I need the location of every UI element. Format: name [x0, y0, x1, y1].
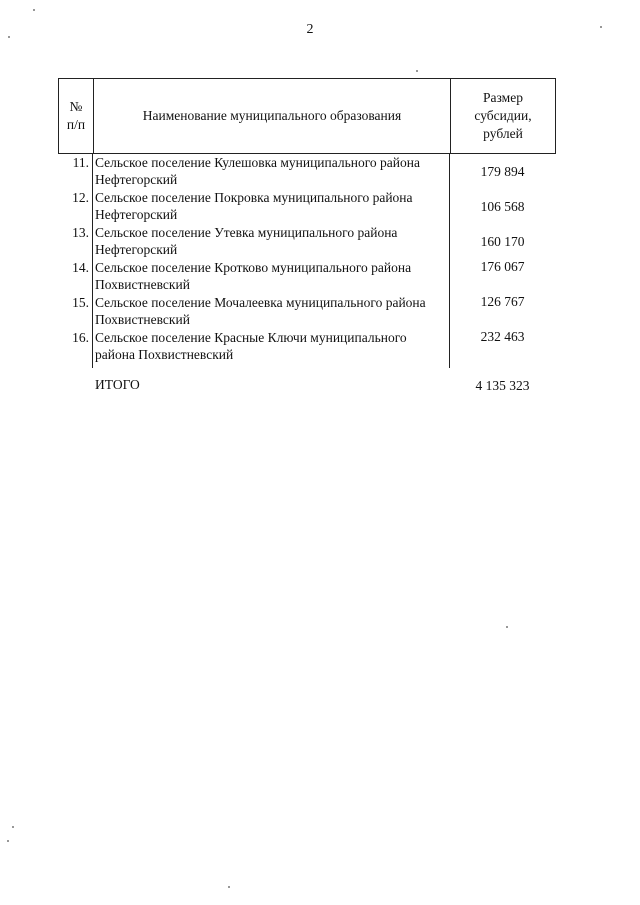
- table-row: [58, 329, 556, 364]
- scan-speck: [416, 70, 418, 72]
- row-num: 16.: [72, 330, 89, 345]
- header-amount: Размер субсидии, рублей: [450, 79, 555, 153]
- row-amount: 160 170: [480, 233, 525, 249]
- scan-speck: [33, 9, 35, 11]
- scan-speck: [600, 26, 602, 28]
- row-name: Сельское поселение Кулешовка муниципального района Нефтегорский: [95, 155, 420, 187]
- scan-speck: [8, 36, 10, 38]
- row-amount: 179 894: [480, 163, 525, 179]
- total-amount: 4 135 323: [475, 378, 530, 393]
- page-number: 2: [306, 22, 314, 37]
- row-num: 11.: [72, 155, 89, 170]
- row-amount: 176 067: [480, 259, 525, 274]
- column-divider: [449, 154, 450, 368]
- row-name: Сельское поселение Мочалеевка муниципального района Похвистневский: [95, 295, 426, 327]
- row-amount: 106 568: [480, 198, 525, 214]
- row-name: Сельское поселение Покровка муниципального района Нефтегорский: [95, 190, 413, 222]
- scan-speck: [12, 826, 14, 828]
- column-divider: [92, 154, 93, 368]
- row-num: 15.: [72, 295, 89, 310]
- table-body: [58, 154, 556, 396]
- row-name: Сельское поселение Кротково муниципального района Похвистневский: [95, 260, 412, 292]
- table-row: [58, 294, 556, 329]
- table-row: [58, 154, 556, 189]
- table-row: [58, 259, 556, 294]
- subsidy-table: [58, 78, 556, 396]
- row-amount: 232 463: [480, 329, 525, 344]
- row-name: Сельское поселение Утевка муниципального района Нефтегорский: [95, 225, 398, 257]
- row-num: 14.: [72, 260, 89, 275]
- header-name: Наименование муниципального образования: [93, 79, 450, 153]
- scan-speck: [228, 886, 230, 888]
- total-row: [58, 376, 556, 396]
- scan-speck: [506, 626, 508, 628]
- scan-speck: [7, 840, 9, 842]
- table-row: [58, 224, 556, 259]
- header-num: № п/п: [66, 99, 86, 132]
- total-label: ИТОГО: [95, 377, 140, 392]
- row-name: Сельское поселение Красные Ключи муниципального района Похвистневский: [95, 330, 407, 362]
- row-num: 12.: [72, 190, 89, 205]
- table-header: [58, 78, 556, 154]
- table-row: [58, 189, 556, 224]
- row-amount: 126 767: [480, 294, 525, 309]
- row-num: 13.: [72, 225, 89, 240]
